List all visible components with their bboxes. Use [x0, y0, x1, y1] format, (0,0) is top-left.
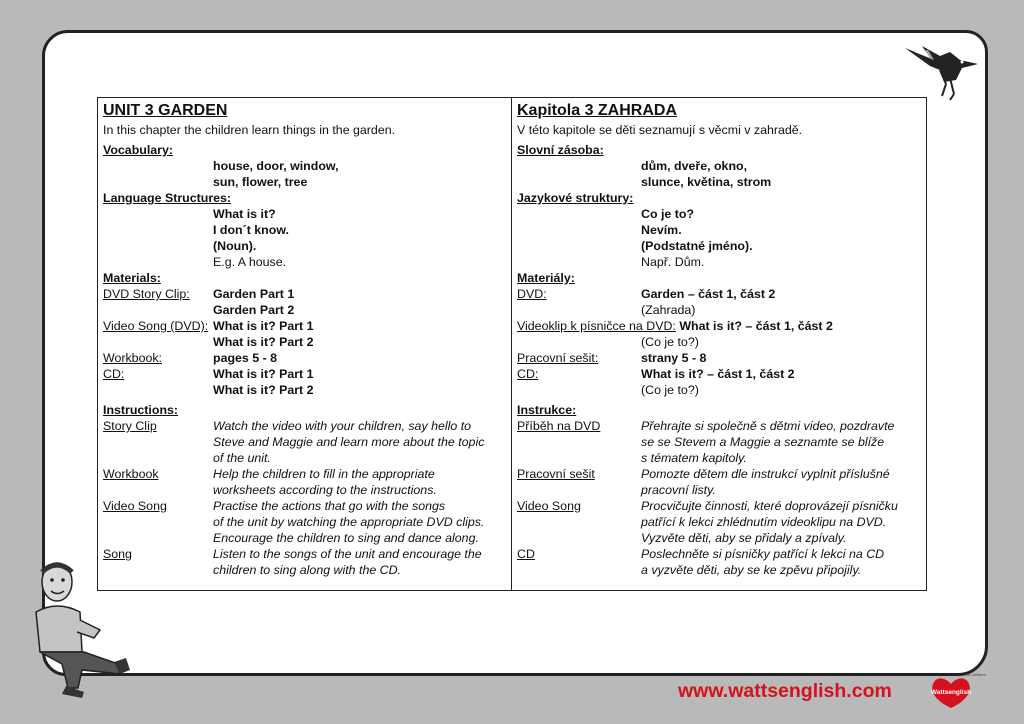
instruction-label: Video Song [103, 499, 167, 513]
material-value: What is it? – část 1, část 2 [641, 367, 795, 381]
instruction-text: patřící k lekci zhlédnutím videoklipu na DVD. [641, 515, 887, 529]
material-value: What is it? Part 1 [213, 367, 314, 381]
instruction-row [103, 466, 506, 498]
instruction-text: Steve and Maggie and learn more about the topic [213, 435, 485, 449]
structure-example: Např. Dům. [641, 255, 705, 269]
material-row [517, 318, 921, 334]
language-structures-heading: Language Structures: [103, 191, 232, 205]
instruction-text: Practise the actions that go with the songs [213, 499, 446, 513]
material-value: What is it? Part 2 [213, 383, 314, 397]
instruction-label: Příběh na DVD [517, 419, 601, 433]
material-value: strany 5 - 8 [641, 351, 707, 365]
vocabulary-line: slunce, květina, strom [641, 175, 772, 189]
instruction-row [103, 498, 506, 546]
chapter-title: Kapitola 3 ZAHRADA [517, 102, 678, 119]
material-row [517, 366, 921, 398]
material-value: pages 5 - 8 [213, 351, 278, 365]
material-row [103, 366, 506, 398]
instruction-row [517, 498, 921, 546]
material-subtitle: (Co je to?) [641, 335, 699, 349]
instruction-text: Přehrajte si společně s dětmi video, pozdravte [641, 419, 895, 433]
material-value: What is it? – část 1, část 2 [679, 319, 833, 333]
material-row [517, 350, 921, 366]
structure-line: What is it? [213, 207, 276, 221]
material-value: Garden Part 2 [213, 303, 295, 317]
material-value: What is it? Part 2 [213, 335, 314, 349]
material-label: Video Song (DVD): [103, 319, 209, 333]
vocabulary-line: house, door, window, [213, 159, 339, 173]
instruction-text: of the unit by watching the appropriate DVD clips. [213, 515, 485, 529]
unit-title: UNIT 3 GARDEN [103, 102, 228, 119]
instruction-label: Video Song [517, 499, 581, 513]
instruction-text: s tématem kapitoly. [641, 451, 747, 465]
material-value: Garden Part 1 [213, 287, 295, 301]
vocabulary-heading: Vocabulary: [103, 143, 174, 157]
instruction-text: se se Stevem a Maggie a seznamte se blíže [641, 435, 885, 449]
material-label: Videoklip k písničce na DVD: [517, 319, 676, 333]
instruction-label: CD [517, 547, 535, 561]
svg-text:Wattsenglish: Wattsenglish [930, 689, 972, 696]
material-label: Pracovní sešit: [517, 351, 599, 365]
material-value: What is it? Part 1 [213, 319, 314, 333]
instruction-label: Pracovní sešit [517, 467, 595, 481]
website-link[interactable]: www.wattsenglish.com [678, 680, 892, 702]
material-subtitle: (Co je to?) [641, 383, 699, 397]
instruction-text: a vyzvěte děti, aby se ke zpěvu připojily. [641, 563, 862, 577]
instruction-row [103, 546, 506, 578]
material-label: CD: [517, 367, 539, 381]
vocabulary-line: dům, dveře, okno, [641, 159, 748, 173]
instruction-row [517, 418, 921, 466]
instruction-text: worksheets according to the instructions. [213, 483, 437, 497]
material-row [103, 350, 506, 366]
material-label: DVD: [517, 287, 547, 301]
chapter-intro: V této kapitole se děti seznamují s věcmi v zahradě. [517, 123, 803, 137]
instruction-label: Workbook [103, 467, 159, 481]
material-label: Workbook: [103, 351, 162, 365]
material-row [517, 286, 921, 318]
material-value: Garden – část 1, část 2 [641, 287, 776, 301]
structure-line: (Podstatné jméno). [641, 239, 753, 253]
instruction-text: Encourage the children to sing and dance along. [213, 531, 479, 545]
instruction-text: Poslechněte si písničky patřící k lekci na CD [641, 547, 885, 561]
instruction-text: pracovní listy. [641, 483, 716, 497]
structure-line: I don´t know. [213, 223, 289, 237]
structure-example: E.g. A house. [213, 255, 287, 269]
materials-heading: Materials: [103, 271, 161, 285]
material-label: CD: [103, 367, 125, 381]
instruction-row [517, 466, 921, 498]
vocabulary-line: sun, flower, tree [213, 175, 308, 189]
instruction-text: Procvičujte činnosti, které doprovázejí písničku [641, 499, 898, 513]
wattsenglish-logo [926, 672, 986, 712]
instruction-text: Listen to the songs of the unit and encourage the [213, 547, 482, 561]
instruction-label: Story Clip [103, 419, 157, 433]
czech-column [512, 98, 926, 590]
english-column [98, 98, 512, 590]
vocabulary-heading: Slovní zásoba: [517, 143, 604, 157]
instruction-label: Song [103, 547, 132, 561]
instructions-heading: Instructions: [103, 403, 179, 417]
instruction-text: Pomozte dětem dle instrukcí vyplnit příslušné [641, 467, 890, 481]
structure-line: Co je to? [641, 207, 694, 221]
unit-intro: In this chapter the children learn things in the garden. [103, 123, 396, 137]
language-structures-heading: Jazykové struktury: [517, 191, 634, 205]
svg-text:for children: for children [966, 672, 986, 677]
instructions-heading: Instrukce: [517, 403, 577, 417]
structure-line: (Noun). [213, 239, 257, 253]
material-row [103, 318, 506, 350]
material-label: DVD Story Clip: [103, 287, 190, 301]
instruction-text: Watch the video with your children, say hello to [213, 419, 472, 433]
instruction-text: Help the children to fill in the appropriate [213, 467, 435, 481]
material-row [103, 286, 506, 318]
instruction-text: of the unit. [213, 451, 271, 465]
instruction-text: children to sing along with the CD. [213, 563, 402, 577]
instruction-row [103, 418, 506, 466]
structure-line: Nevím. [641, 223, 682, 237]
instruction-row [517, 546, 921, 578]
lesson-plan-table [97, 97, 927, 591]
magpie-bird-icon [900, 40, 982, 102]
instruction-text: Vyzvěte děti, aby se přidaly a zpívaly. [641, 531, 847, 545]
material-subtitle: (Zahrada) [641, 303, 696, 317]
materials-heading: Materiály: [517, 271, 575, 285]
